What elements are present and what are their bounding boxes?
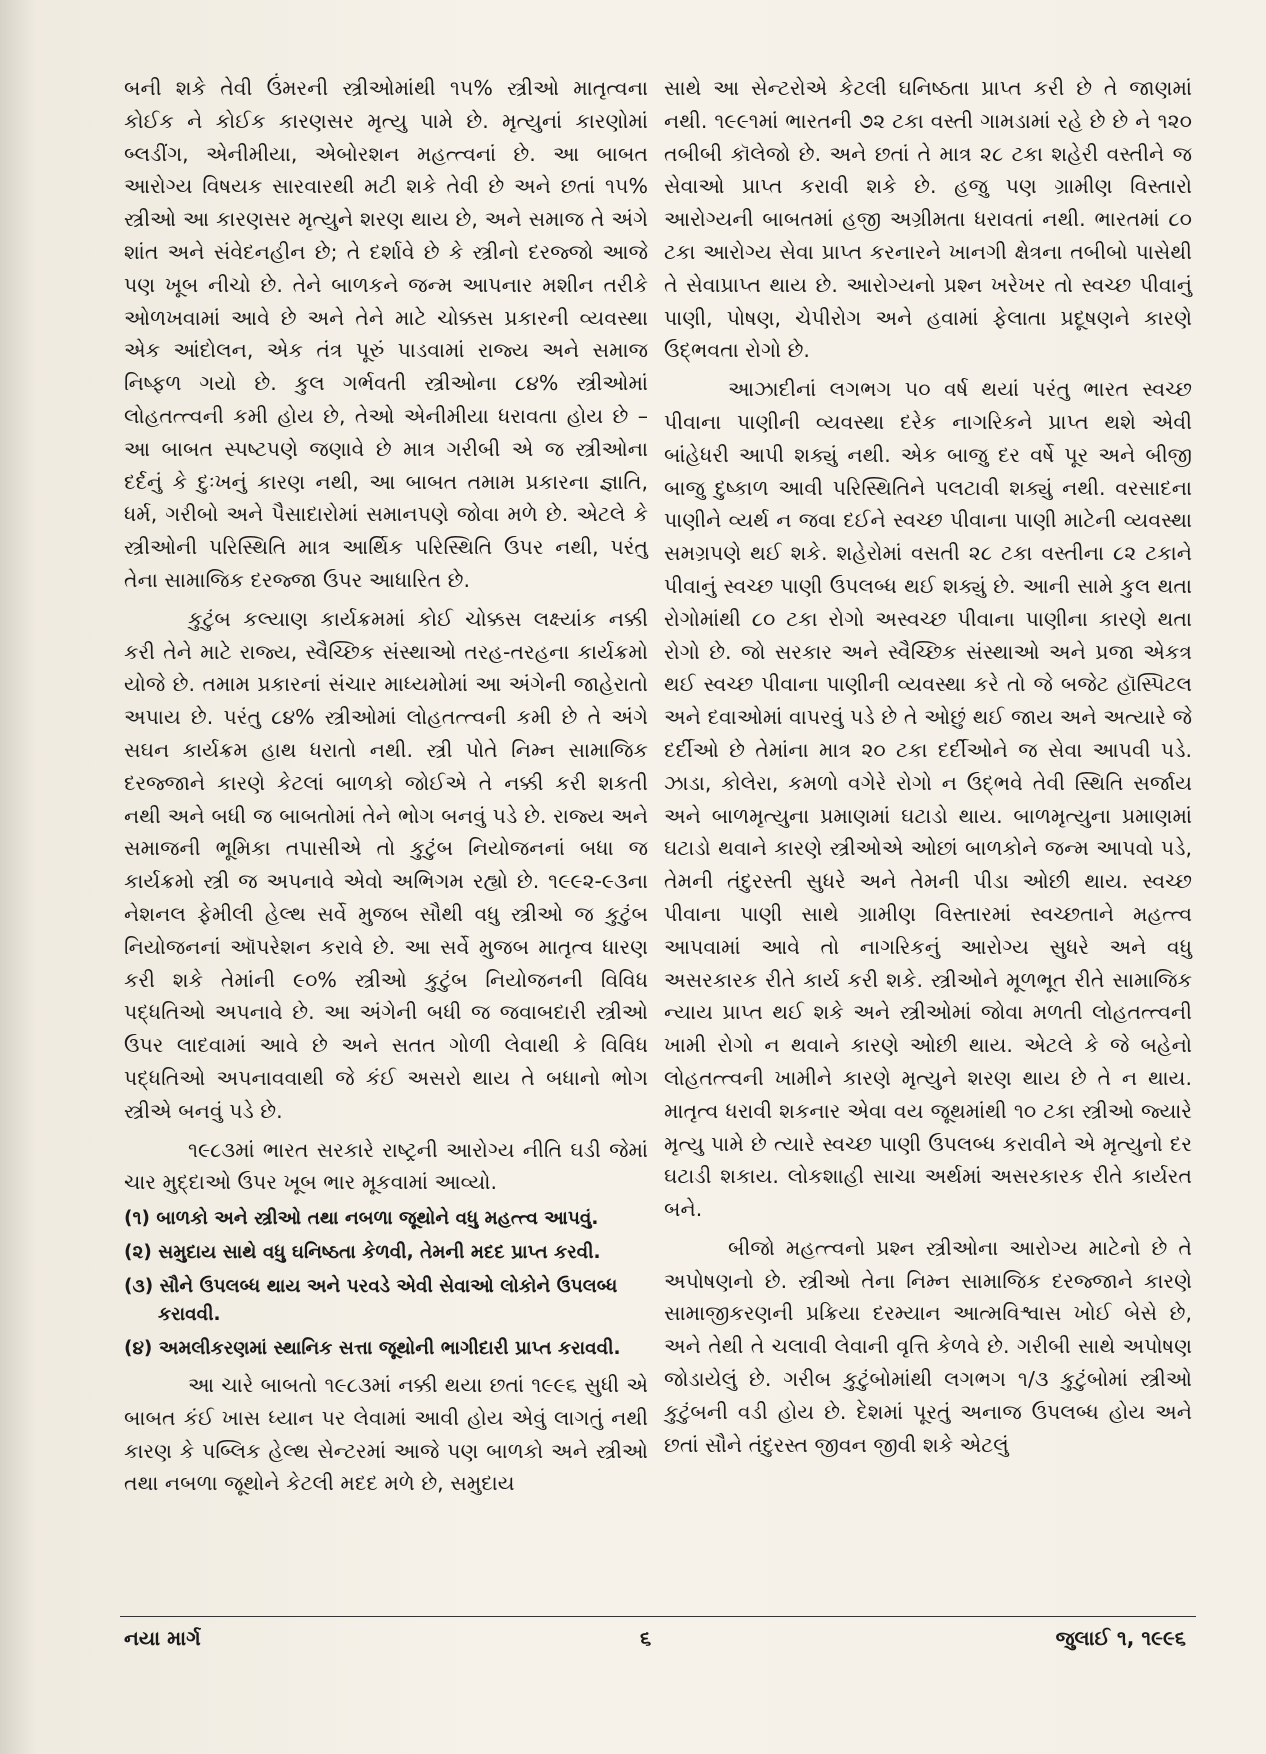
footer-rule (120, 1616, 1196, 1617)
right-column (664, 72, 1192, 1461)
policy-points-list (124, 1205, 648, 1363)
right-paragraph-1: સાથે આ સેન્ટરોએ કેટલી ઘનિષ્ઠતા પ્રાપ્ત કરી છે તે જાણમાં નથી. ૧૯૯૧માં ભારતની ૭૨ ટકા વસ્તી ગામડામાં રહે છે છે ને ૧૨૦ તબીબી કૉલેજો છે. અને છતાં તે માત્ર ૨૮ ટકા શહેરી વસ્તીને જ સેવાઓ પ્રાપ્ત કરાવી શકે છે. હજુ પણ ગ્રામીણ વિસ્તારો આરોગ્યની બાબતમાં હજી અગ્રીમતા ધરાવતાં નથી. ભારતમાં ૮૦ ટકા આરોગ્ય સેવા પ્રાપ્ત કરનારને ખાનગી ક્ષેત્રના તબીબો પાસેથી તે સેવાપ્રાપ્ત થાય છે. આરોગ્યનો પ્રશ્ન ખરેખર તો સ્વચ્છ પીવાનું પાણી, પોષણ, ચેપીરોગ અને હવામાં ફેલાતા પ્રદૂષણને કારણે ઉદ્ભવતા રોગો છે. (664, 76, 1192, 363)
policy-point-1: (૧) બાળકો અને સ્ત્રીઓ તથા નબળા જૂથોને વધુ મહત્ત્વ આપવું. (124, 1208, 599, 1230)
footer-publication-name: નયા માર્ગ (124, 1626, 201, 1650)
footer-issue-date: જુલાઈ ૧, ૧૯૯૬ (1055, 1626, 1186, 1650)
binding-shadow (0, 0, 36, 1754)
policy-point-4: (૪) અમલીકરણમાં સ્થાનિક સત્તા જૂથોની ભાગીદારી પ્રાપ્ત કરાવવી. (124, 1338, 621, 1360)
left-paragraph-3: ૧૯૮૩માં ભારત સરકારે રાષ્ટ્રની આરોગ્ય નીતિ ઘડી જેમાં ચાર મુદ્દાઓ ઉપર ખૂબ ભાર મૂકવામાં આવ્યો. (124, 1137, 648, 1195)
footer-page-number: ૬ (640, 1626, 652, 1650)
right-paragraph-2: આઝાદીનાં લગભગ ૫૦ વર્ષ થયાં પરંતુ ભારત સ્વચ્છ પીવાના પાણીની વ્યવસ્થા દરેક નાગરિકને પ્રાપ્ત થશે એવી બાંહેધરી આપી શક્યું નથી. એક બાજુ દર વર્ષે પૂર અને બીજી બાજુ દુષ્કાળ આવી પરિસ્થિતિને પલટાવી શક્યું નથી. વરસાદના પાણીને વ્યર્થ ન જવા દઈને સ્વચ્છ પીવાના પાણી માટેની વ્યવસ્થા સમગ્રપણે થઈ શકે. શહેરોમાં વસતી ૨૮ ટકા વસ્તીના ૮૨ ટકાને પીવાનું સ્વચ્છ પાણી ઉપલબ્ધ થઈ શક્યું છે. આની સામે કુલ થતા રોગોમાંથી ૮૦ ટકા રોગો અસ્વચ્છ પીવાના પાણીના કારણે થતા રોગો છે. જો સરકાર અને સ્વૈચ્છિક સંસ્થાઓ અને પ્રજા એકત્ર થઈ સ્વચ્છ પીવાના પાણીની વ્યવસ્થા કરે તો જે બજેટ હૉસ્પિટલ અને દવાઓમાં વાપરવું પડે છે તે ઓછું થઈ જાય અને અત્યારે જે દર્દીઓ છે તેમાંના માત્ર ૨૦ ટકા દર્દીઓને જ સેવા આપવી પડે. ઝાડા, કોલેરા, કમળો વગેરે રોગો ન ઉદ્ભવે તેવી સ્થિતિ સર્જાય અને બાળમૃત્યુના પ્રમાણમાં ઘટાડો થાય. બાળમૃત્યુના પ્રમાણમાં ઘટાડો થવાને કારણે સ્ત્રીઓએ ઓછાં બાળકોને જન્મ આપવો પડે, તેમની તંદુરસ્તી સુધરે અને તેમની પીડા ઓછી થાય. સ્વચ્છ પીવાના પાણી સાથે ગ્રામીણ વિસ્તારમાં સ્વચ્છતાને મહત્ત્વ આપવામાં આવે તો નાગરિકનું આરોગ્ય સુધરે અને વધુ અસરકારક રીતે કાર્ય કરી શકે. સ્ત્રીઓને મૂળભૂત રીતે સામાજિક ન્યાય પ્રાપ્ત થઈ શકે અને સ્ત્રીઓમાં જોવા મળતી લોહતત્ત્વની ખામી રોગો ન થવાને કારણે ઓછી થાય. એટલે કે જે બહેનો લોહતત્ત્વની ખામીને કારણે મૃત્યુને શરણ થાય છે તે ન થાય. માતૃત્વ ધરાવી શકનાર એવા વય જૂથમાંથી ૧૦ ટકા સ્ત્રીઓ જ્યારે મૃત્યુ પામે છે ત્યારે સ્વચ્છ પાણી ઉપલબ્ધ કરાવીને એ મૃત્યુનો દર ઘટાડી શકાય. લોકશાહી સાચા અર્થમાં અસરકારક રીતે કાર્યરત બને. (664, 377, 1192, 1222)
policy-point-3: (૩) સૌને ઉપલબ્ધ થાય અને પરવડે એવી સેવાઓ લોકોને ઉપલબ્ધ કરાવવી. (124, 1276, 618, 1326)
left-column (124, 72, 648, 1500)
policy-point-2: (૨) સમુદાય સાથે વધુ ઘનિષ્ઠતા કેળવી, તેમની મદદ પ્રાપ્ત કરવી. (124, 1242, 601, 1264)
left-paragraph-1: બની શકે તેવી ઉંમરની સ્ત્રીઓમાંથી ૧૫% સ્ત્રીઓ માતૃત્વના કોઈક ને કોઈક કારણસર મૃત્યુ પામે છે. મૃત્યુનાં કારણોમાં બ્લડીંગ, એનીમીયા, એબોરશન મહત્ત્વનાં છે. આ બાબત આરોગ્ય વિષયક સારવારથી મટી શકે તેવી છે અને છતાં ૧૫% સ્ત્રીઓ આ કારણસર મૃત્યુને શરણ થાય છે, અને સમાજ તે અંગે શાંત અને સંવેદનહીન છે; તે દર્શાવે છે કે સ્ત્રીનો દરજ્જો આજે પણ ખૂબ નીચો છે. તેને બાળકને જન્મ આપનાર મશીન તરીકે ઓળખવામાં આવે છે અને તેને માટે ચોક્કસ પ્રકારની વ્યવસ્થા એક આંદોલન, એક તંત્ર પૂરું પાડવામાં રાજ્ય અને સમાજ નિષ્ફળ ગયો છે. કુલ ગર્ભવતી સ્ત્રીઓના ૮૪% સ્ત્રીઓમાં લોહતત્ત્વની કમી હોય છે, તેઓ એનીમીયા ધરાવતા હોય છે – આ બાબત સ્પષ્ટપણે જણાવે છે માત્ર ગરીબી એ જ સ્ત્રીઓના દર્દનું કે દુઃખનું કારણ નથી, આ બાબત તમામ પ્રકારના જ્ઞાતિ, ધર્મ, ગરીબો અને પૈસાદારોમાં સમાનપણે જોવા મળે છે. એટલે કે સ્ત્રીઓની પરિસ્થિતિ માત્ર આર્થિક પરિસ્થિતિ ઉપર નથી, પરંતુ તેના સામાજિક દરજ્જા ઉપર આધારિત છે. (124, 76, 648, 592)
left-paragraph-2: કુટુંબ કલ્યાણ કાર્યક્રમમાં કોઈ ચોક્કસ લક્ષ્યાંક નક્કી કરી તેને માટે રાજ્ય, સ્વૈચ્છિક સંસ્થાઓ તરહ-તરહના કાર્યક્રમો યોજે છે. તમામ પ્રકારનાં સંચાર માધ્યમોમાં આ અંગેની જાહેરાતો અપાય છે. પરંતુ ૮૪% સ્ત્રીઓમાં લોહતત્ત્વની કમી છે તે અંગે સઘન કાર્યક્રમ હાથ ધરાતો નથી. સ્ત્રી પોતે નિમ્ન સામાજિક દરજ્જાને કારણે કેટલાં બાળકો જોઈએ તે નક્કી કરી શકતી નથી અને બધી જ બાબતોમાં તેને ભોગ બનવું પડે છે. રાજ્ય અને સમાજની ભૂમિકા તપાસીએ તો કુટુંબ નિયોજનનાં બધા જ કાર્યક્રમો સ્ત્રી જ અપનાવે એવો અભિગમ રહ્યો છે. ૧૯૯૨-૯૩ના નેશનલ ફેમીલી હેલ્થ સર્વે મુજબ સૌથી વધુ સ્ત્રીઓ જ કુટુંબ નિયોજનનાં ઑપરેશન કરાવે છે. આ સર્વે મુજબ માતૃત્વ ધારણ કરી શકે તેમાંની ૯૦% સ્ત્રીઓ કુટુંબ નિયોજનની વિવિધ પદ્ધતિઓ અપનાવે છે. આ અંગેની બધી જ જવાબદારી સ્ત્રીઓ ઉપર લાદવામાં આવે છે અને સતત ગોળી લેવાથી કે વિવિધ પદ્ધતિઓ અપનાવવાથી જે કંઈ અસરો થાય તે બધાનો ભોગ સ્ત્રીએ બનવું પડે છે. (124, 606, 648, 1123)
right-paragraph-3: બીજો મહત્ત્વનો પ્રશ્ન સ્ત્રીઓના આરોગ્ય માટેનો છે તે અપોષણનો છે. સ્ત્રીઓ તેના નિમ્ન સામાજિક દરજ્જાને કારણે સામાજીકરણની પ્રક્રિયા દરમ્યાન આત્મવિશ્વાસ ખોઈ બેસે છે, અને તેથી તે ચલાવી લેવાની વૃત્તિ કેળવે છે. ગરીબી સાથે અપોષણ જોડાયેલું છે. ગરીબ કુટુંબોમાંથી લગભગ ૧/૩ કુટુંબોમાં સ્ત્રીઓ કુટુંબની વડી હોય છે. દેશમાં પૂરતું અનાજ ઉપલબ્ધ હોય અને છતાં સૌને તંદુરસ્ત જીવન જીવી શકે એટલું (664, 1235, 1192, 1457)
left-paragraph-4: આ ચારે બાબતો ૧૯૮૩માં નક્કી થયા છતાં ૧૯૯૬ સુધી એ બાબત કંઈ ખાસ ધ્યાન પર લેવામાં આવી હોય એવું લાગતું નથી કારણ કે પબ્લિક હેલ્થ સેન્ટરમાં આજે પણ બાળકો અને સ્ત્રીઓ તથા નબળા જૂથોને કેટલી મદદ મળે છે, સમુદાય (124, 1373, 648, 1496)
